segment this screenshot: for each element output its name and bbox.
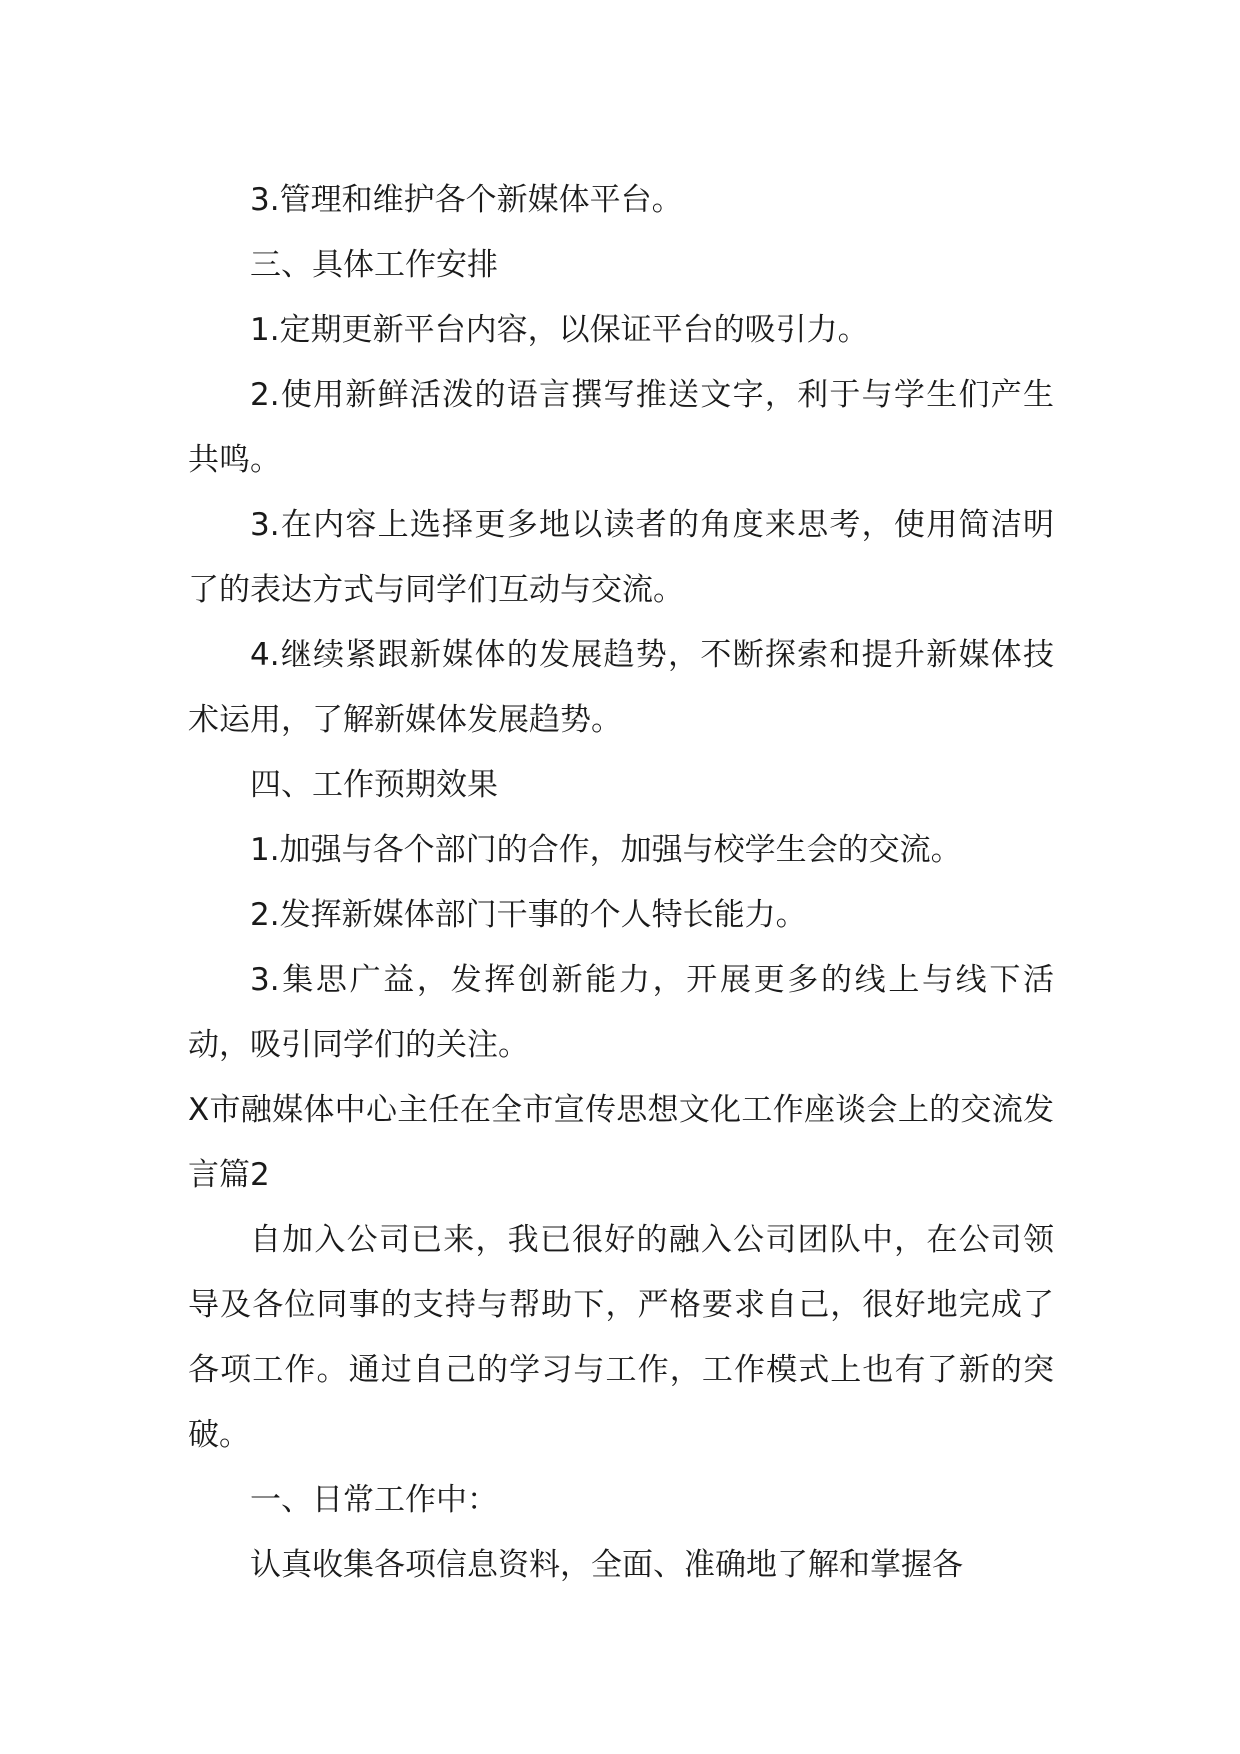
- list-item-reader-perspective: 3.在内容上选择更多地以读者的角度来思考，使用简洁明了的表达方式与同学们互动与交流。: [188, 507, 1054, 608]
- list-item-cooperation: 1.加强与各个部门的合作，加强与校学生会的交流。: [250, 832, 962, 868]
- list-item-lively-language: 2.使用新鲜活泼的语言撰写推送文字，利于与学生们产生共鸣。: [188, 377, 1054, 478]
- document-body: [188, 168, 1054, 1598]
- list-item-manage-platforms: 3.管理和维护各个新媒体平台。: [250, 182, 683, 218]
- list-item-member-abilities: 2.发挥新媒体部门干事的个人特长能力。: [250, 897, 807, 933]
- list-item-follow-trends: 4.继续紧跟新媒体的发展趋势，不断探索和提升新媒体技术运用，了解新媒体发展趋势。: [188, 637, 1054, 738]
- list-item-update-content: 1.定期更新平台内容，以保证平台的吸引力。: [250, 312, 869, 348]
- section-heading-expected-results: 四、工作预期效果: [250, 767, 498, 803]
- body-paragraph: 认真收集各项信息资料，全面、准确地了解和掌握各: [250, 1547, 963, 1583]
- article-title: X市融媒体中心主任在全市宣传思想文化工作座谈会上的交流发言篇2: [188, 1092, 1054, 1193]
- section-heading-daily-work: 一、日常工作中：: [250, 1482, 498, 1518]
- list-item-innovation: 3.集思广益，发挥创新能力，开展更多的线上与线下活动，吸引同学们的关注。: [188, 962, 1054, 1063]
- section-heading-work-arrangement: 三、具体工作安排: [250, 247, 498, 283]
- intro-paragraph: 自加入公司已来，我已很好的融入公司团队中，在公司领导及各位同事的支持与帮助下，严格要求自己，很好地完成了各项工作。通过自己的学习与工作，工作模式上也有了新的突破。: [188, 1222, 1054, 1453]
